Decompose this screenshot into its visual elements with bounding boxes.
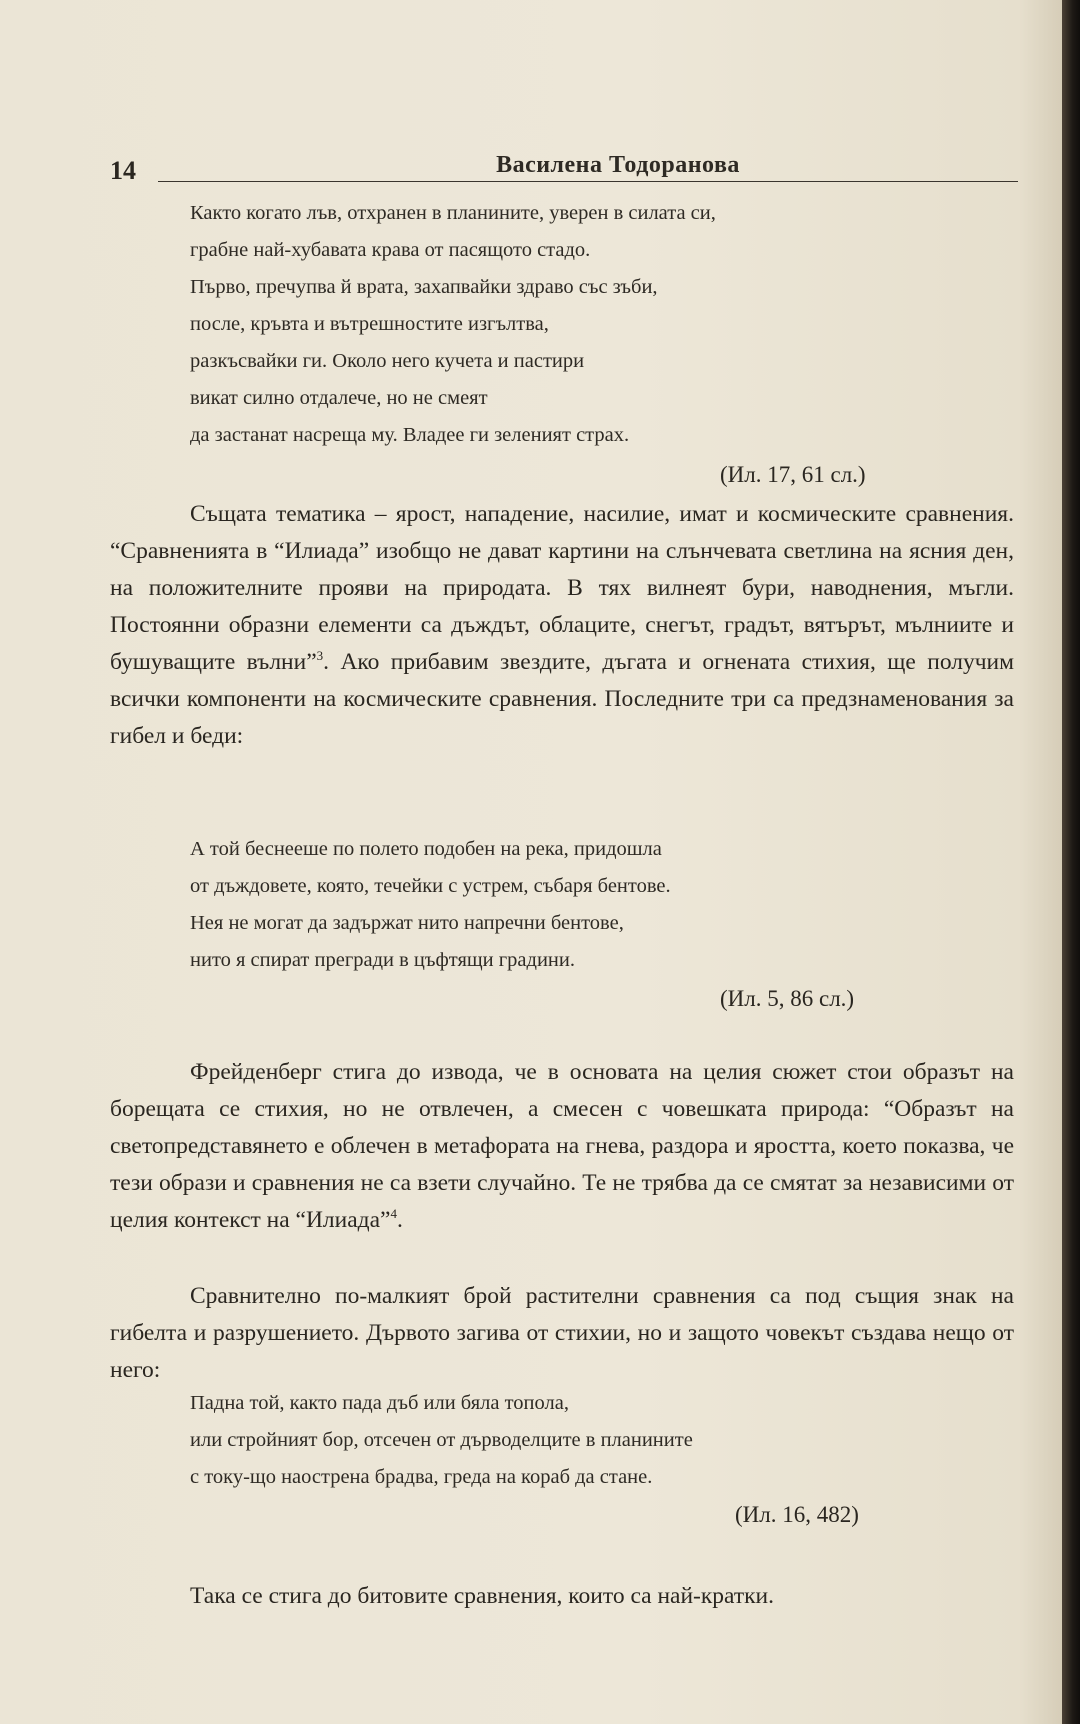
paragraph-text: Сравнително по-малкият брой растителни сравнения са под същия знак на гибелта и разрушението. Дървото загива от стихии, но и защото човекът създава нещо от него: (110, 1283, 1014, 1383)
verse-line: А той беснееше по полето подобен на река, придошла (190, 838, 662, 860)
quote-iliad-16 (190, 1392, 950, 1532)
running-header (110, 152, 1018, 192)
verse-line: Първо, пречупва й врата, захапвайки здраво със зъби, (190, 276, 658, 298)
body-paragraph (110, 1278, 1014, 1389)
footnote-ref: 4 (390, 1206, 397, 1222)
quote-iliad-17 (190, 202, 950, 502)
citation: (Ил. 5, 86 сл.) (720, 986, 855, 1011)
verse-line: после, кръвта и вътрешностите изгълтва, (190, 313, 549, 335)
verse-line: или стройният бор, отсечен от дърводелците в планините (190, 1429, 693, 1451)
citation: (Ил. 17, 61 сл.) (720, 462, 866, 487)
body-paragraph (110, 496, 1014, 755)
verse-line: нито я спират прегради в цъфтящи градини. (190, 949, 575, 971)
book-edge (1062, 0, 1080, 1724)
verse-line: Както когато лъв, отхранен в планините, уверен в силата си, (190, 202, 716, 224)
verse-line: да застанат насреща му. Владее ги зеленият страх. (190, 424, 630, 446)
paragraph-text: . (397, 1207, 403, 1233)
verse-line: Нея не могат да задържат нито напречни бентове, (190, 912, 624, 934)
paragraph-text: Фрейденберг стига до извода, че в основата на целия сюжет стои образът на борещата се стихия, но не отвлечен, а смесен с човешката природа: “Образът на светопредставянето е облечен в метафората на гнева, раздора и яростта, което показва, че тези образи и сравнения не са взети случайно. Те не трябва да се смятат за независими от целия контекст на “Илиада” (110, 1059, 1014, 1233)
header-rule (158, 181, 1018, 182)
verse-line: от дъждовете, която, течейки с устрем, събаря бентове. (190, 875, 671, 897)
body-paragraph (110, 1578, 1014, 1615)
body-paragraph (110, 1054, 1014, 1239)
verse-line: викат силно отдалече, но не смеят (190, 387, 488, 409)
running-header-author: Василена Тодоранова (496, 152, 740, 178)
paragraph-text: Същата тематика – ярост, нападение, насилие, имат и космическите сравнения. “Сравненията в “Илиада” изобщо не дават картини на слънчевата светлина на ясния ден, на положителните прояви на природата. В тях вилнеят бури, наводнения, мъгли. Постоянни образни елементи са дъждът, облаците, снегът, градът, вятърът, мълниите и бушуващите вълни” (110, 501, 1014, 675)
paragraph-text: . Ако прибавим звездите, дъгата и огнената стихия, ще получим всички компоненти на космическите сравнения. Последните три са предзнаменования за гибел и беди: (110, 649, 1014, 749)
footnote-ref: 3 (316, 648, 324, 664)
paragraph-text: Така се стига до битовите сравнения, които са най-кратки. (190, 1583, 775, 1609)
citation: (Ил. 16, 482) (735, 1502, 859, 1527)
verse-line: разкъсвайки ги. Около него кучета и пастири (190, 350, 585, 372)
verse-line: Падна той, както пада дъб или бяла топола, (190, 1392, 569, 1414)
quote-iliad-5 (190, 838, 950, 1018)
page-number: 14 (110, 156, 136, 185)
verse-line: с току-що наострена брадва, греда на кораб да стане. (190, 1466, 653, 1488)
verse-line: грабне най-хубавата крава от пасящото стадо. (190, 239, 591, 261)
